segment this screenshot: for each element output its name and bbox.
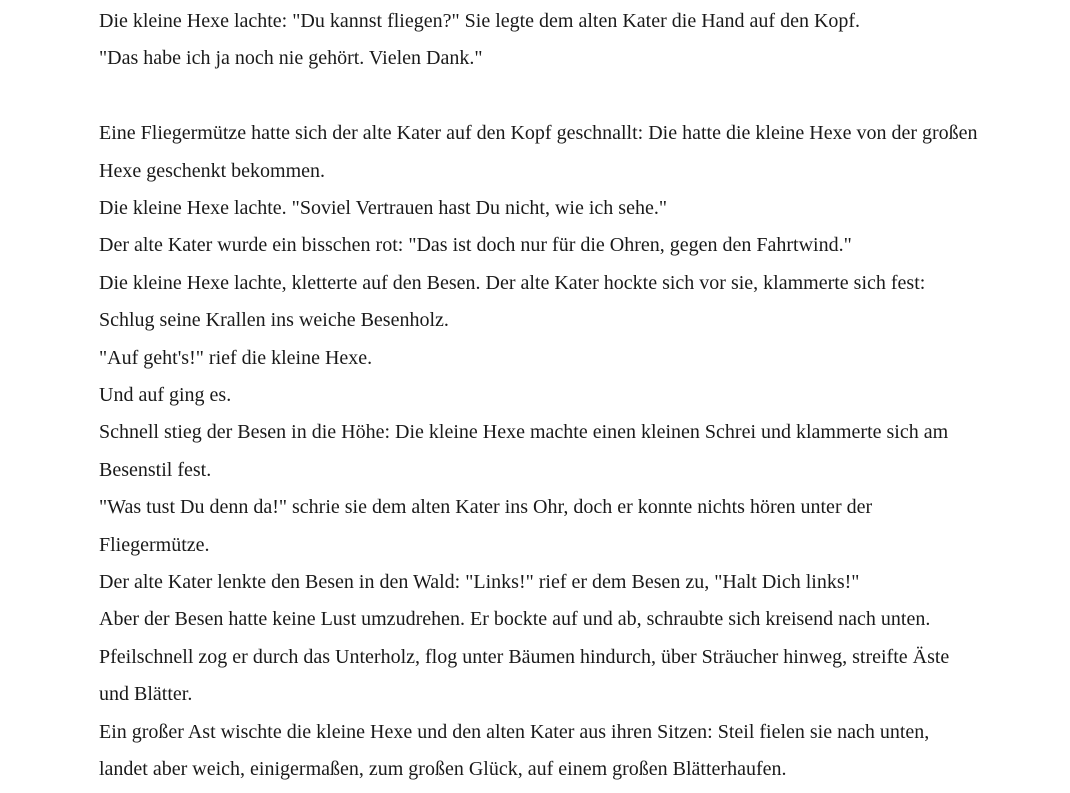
paragraph-11: Der alte Kater lenkte den Besen in den Wald: "Links!" rief er dem Besen zu, "Halt Dich links!" [99,571,860,594]
paragraph-3: Eine Fliegermütze hatte sich der alte Kater auf den Kopf geschnallt: Die hatte die kleine Hexe von der großen Hexe geschenkt bekommen. [99,122,978,182]
paragraph-4: Die kleine Hexe lachte. "Soviel Vertrauen hast Du nicht, wie ich sehe." [99,197,667,220]
paragraph-8: Und auf ging es. [99,384,232,407]
paragraph-5: Der alte Kater wurde ein bisschen rot: "Das ist doch nur für die Ohren, gegen den Fahrtwind." [99,234,852,257]
paragraph-7: "Auf geht's!" rief die kleine Hexe. [99,346,373,369]
paragraph-12: Aber der Besen hatte keine Lust umzudrehen. Er bockte auf und ab, schraubte sich kreisend nach unten. Pfeilschnell zog er durch das Unterholz, flog unter Bäumen hindurch, über Sträucher hinweg, streifte Äste und Blätter. [99,608,950,706]
paragraph-13: Ein großer Ast wischte die kleine Hexe und den alten Kater aus ihren Sitzen: Steil fielen sie nach unten, landet aber weich, einigermaßen, zum großen Glück, auf einem großen Blätterhaufen. [99,720,930,781]
paragraph-10: "Was tust Du denn da!" schrie sie dem alten Kater ins Ohr, doch er konnte nichts hören unter der Fliegermütze. [99,496,873,556]
story-text [99,3,979,789]
paragraph-9: Schnell stieg der Besen in die Höhe: Die kleine Hexe machte einen kleinen Schrei und klammerte sich am Besenstil fest. [99,421,949,481]
paragraph-6: Die kleine Hexe lachte, kletterte auf den Besen. Der alte Kater hockte sich vor sie, klammerte sich fest: Schlug seine Krallen ins weiche Besenholz. [99,271,926,332]
paragraph-2: "Das habe ich ja noch nie gehört. Vielen Dank." [99,47,483,70]
paragraph-1: Die kleine Hexe lachte: "Du kannst fliegen?" Sie legte dem alten Kater die Hand auf den Kopf. [99,10,861,32]
paragraph-spacer [99,78,979,115]
